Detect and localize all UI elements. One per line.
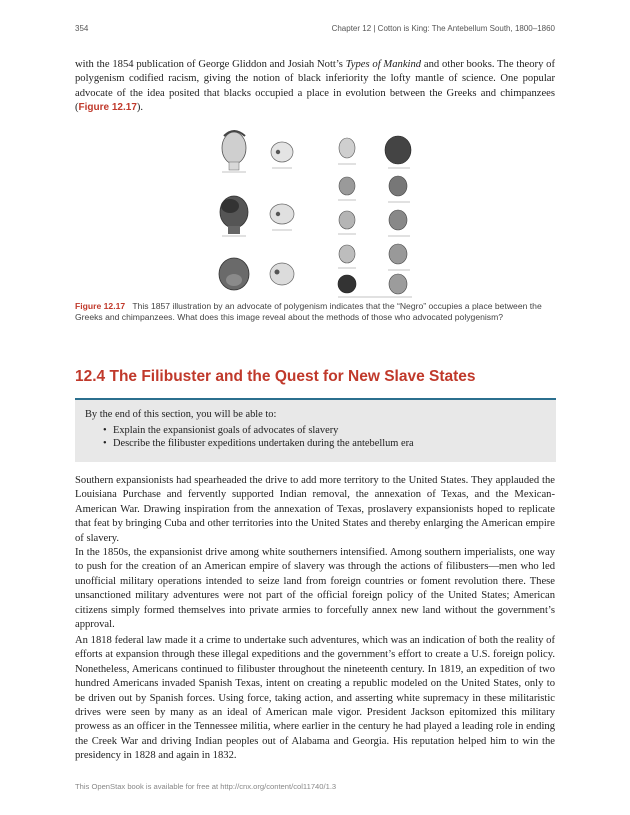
figure-link[interactable]: Figure 12.17	[78, 102, 137, 114]
chimpanzee-skull-figure	[270, 263, 294, 285]
intro-text-3: ).	[136, 102, 144, 114]
intro-paragraph	[75, 58, 555, 116]
polygenism-illustration	[212, 124, 422, 304]
african-skull-figure	[270, 204, 294, 224]
book-title: Types of Mankind	[345, 59, 422, 70]
objectives-intro: By the end of this section, you will be able to:	[85, 409, 277, 420]
page-number: 354	[75, 24, 89, 33]
body-paragraph: Southern expansionists had spearheaded the drive to add more territory to the United States. They applauded the Louisiana Purchase and fervently supported Indian removal, the annexation of Texas, and the Mexican-American War. Drawing inspiration from the annexation of Texas, proslavery expansionists hoped to replicate that feat by bringing Cuba and other territories into the United States and thereby enlarging the American empire of slavery.	[75, 475, 555, 544]
greek-skull-figure	[271, 142, 293, 162]
body-paragraph: An 1818 federal law made it a crime to undertake such adventures, which was an indication of both the reality of efforts at expansion through these illegal expeditions and the government’s effort to create a U.S. foreign policy. Nonetheless, Americans continued to filibuster throughout the nineteenth century. In 1819, an expedition of two hundred Americans invaded Spanish Texas, intent on creating a republic modeled on the United States, only to be driven out by Spanish forces. Using force, taking action, and asserting white supremacy in these militaristic drives were seen by many as an ideal of American male vigor. President Jackson epitomized this military prowess as an officer in the Tennessee militia, where earlier in the century he had played a leading role in ending the Creek War and driving Indian peoples out of Alabama and Georgia. His reputation helped him to win the presidency in 1828 and again in 1832.	[75, 635, 555, 762]
objective-item: • Describe the filibuster expeditions undertaken during the antebellum era	[103, 437, 414, 450]
figure-label: Figure 12.17	[75, 301, 126, 311]
figure-caption-text: This 1857 illustration by an advocate of polygenism indicates that the “Negro” occupies a place between the Greeks and chimpanzees. What does this image reveal about the methods of those who advocated polygenism?	[75, 301, 542, 322]
intro-text-2: and other books. The theory of polygenism codified racism, giving the notion of black inferiority the lofty mantle of science. One popular advocate of the idea posited that blacks occupied a place in evolution between the Greeks and chimpanzees (	[75, 59, 555, 114]
intro-text-1: with the 1854 publication of George Gliddon and Josiah Nott’s	[75, 59, 346, 70]
figure-caption	[75, 301, 555, 323]
objectives-list	[103, 424, 414, 450]
body-paragraph: In the 1850s, the expansionist drive among white southerners intensified. Among southern imperialists, one way to push for the creation of an American empire of slavery was through the actions of filibusters—men who led unofficial military operations intended to seize land from foreign countries or foment revolution there. These unsanctioned military adventures were not part of the official foreign policy of the United States; American citizens simply formed themselves into private armies to forcefully annex new land without the government’s approval.	[75, 547, 555, 631]
page-footer: This OpenStax book is available for free at http://cnx.org/content/col11740/1.3	[75, 782, 337, 791]
learning-objectives-box	[75, 398, 556, 462]
chapter-header: Chapter 12 | Cotton is King: The Antebellum South, 1800–1860	[331, 24, 555, 33]
section-title: 12.4 The Filibuster and the Quest for New Slave States	[75, 368, 476, 385]
chimpanzee-head-figure	[219, 258, 249, 290]
objective-item: • Explain the expansionist goals of advocates of slavery	[103, 424, 414, 437]
